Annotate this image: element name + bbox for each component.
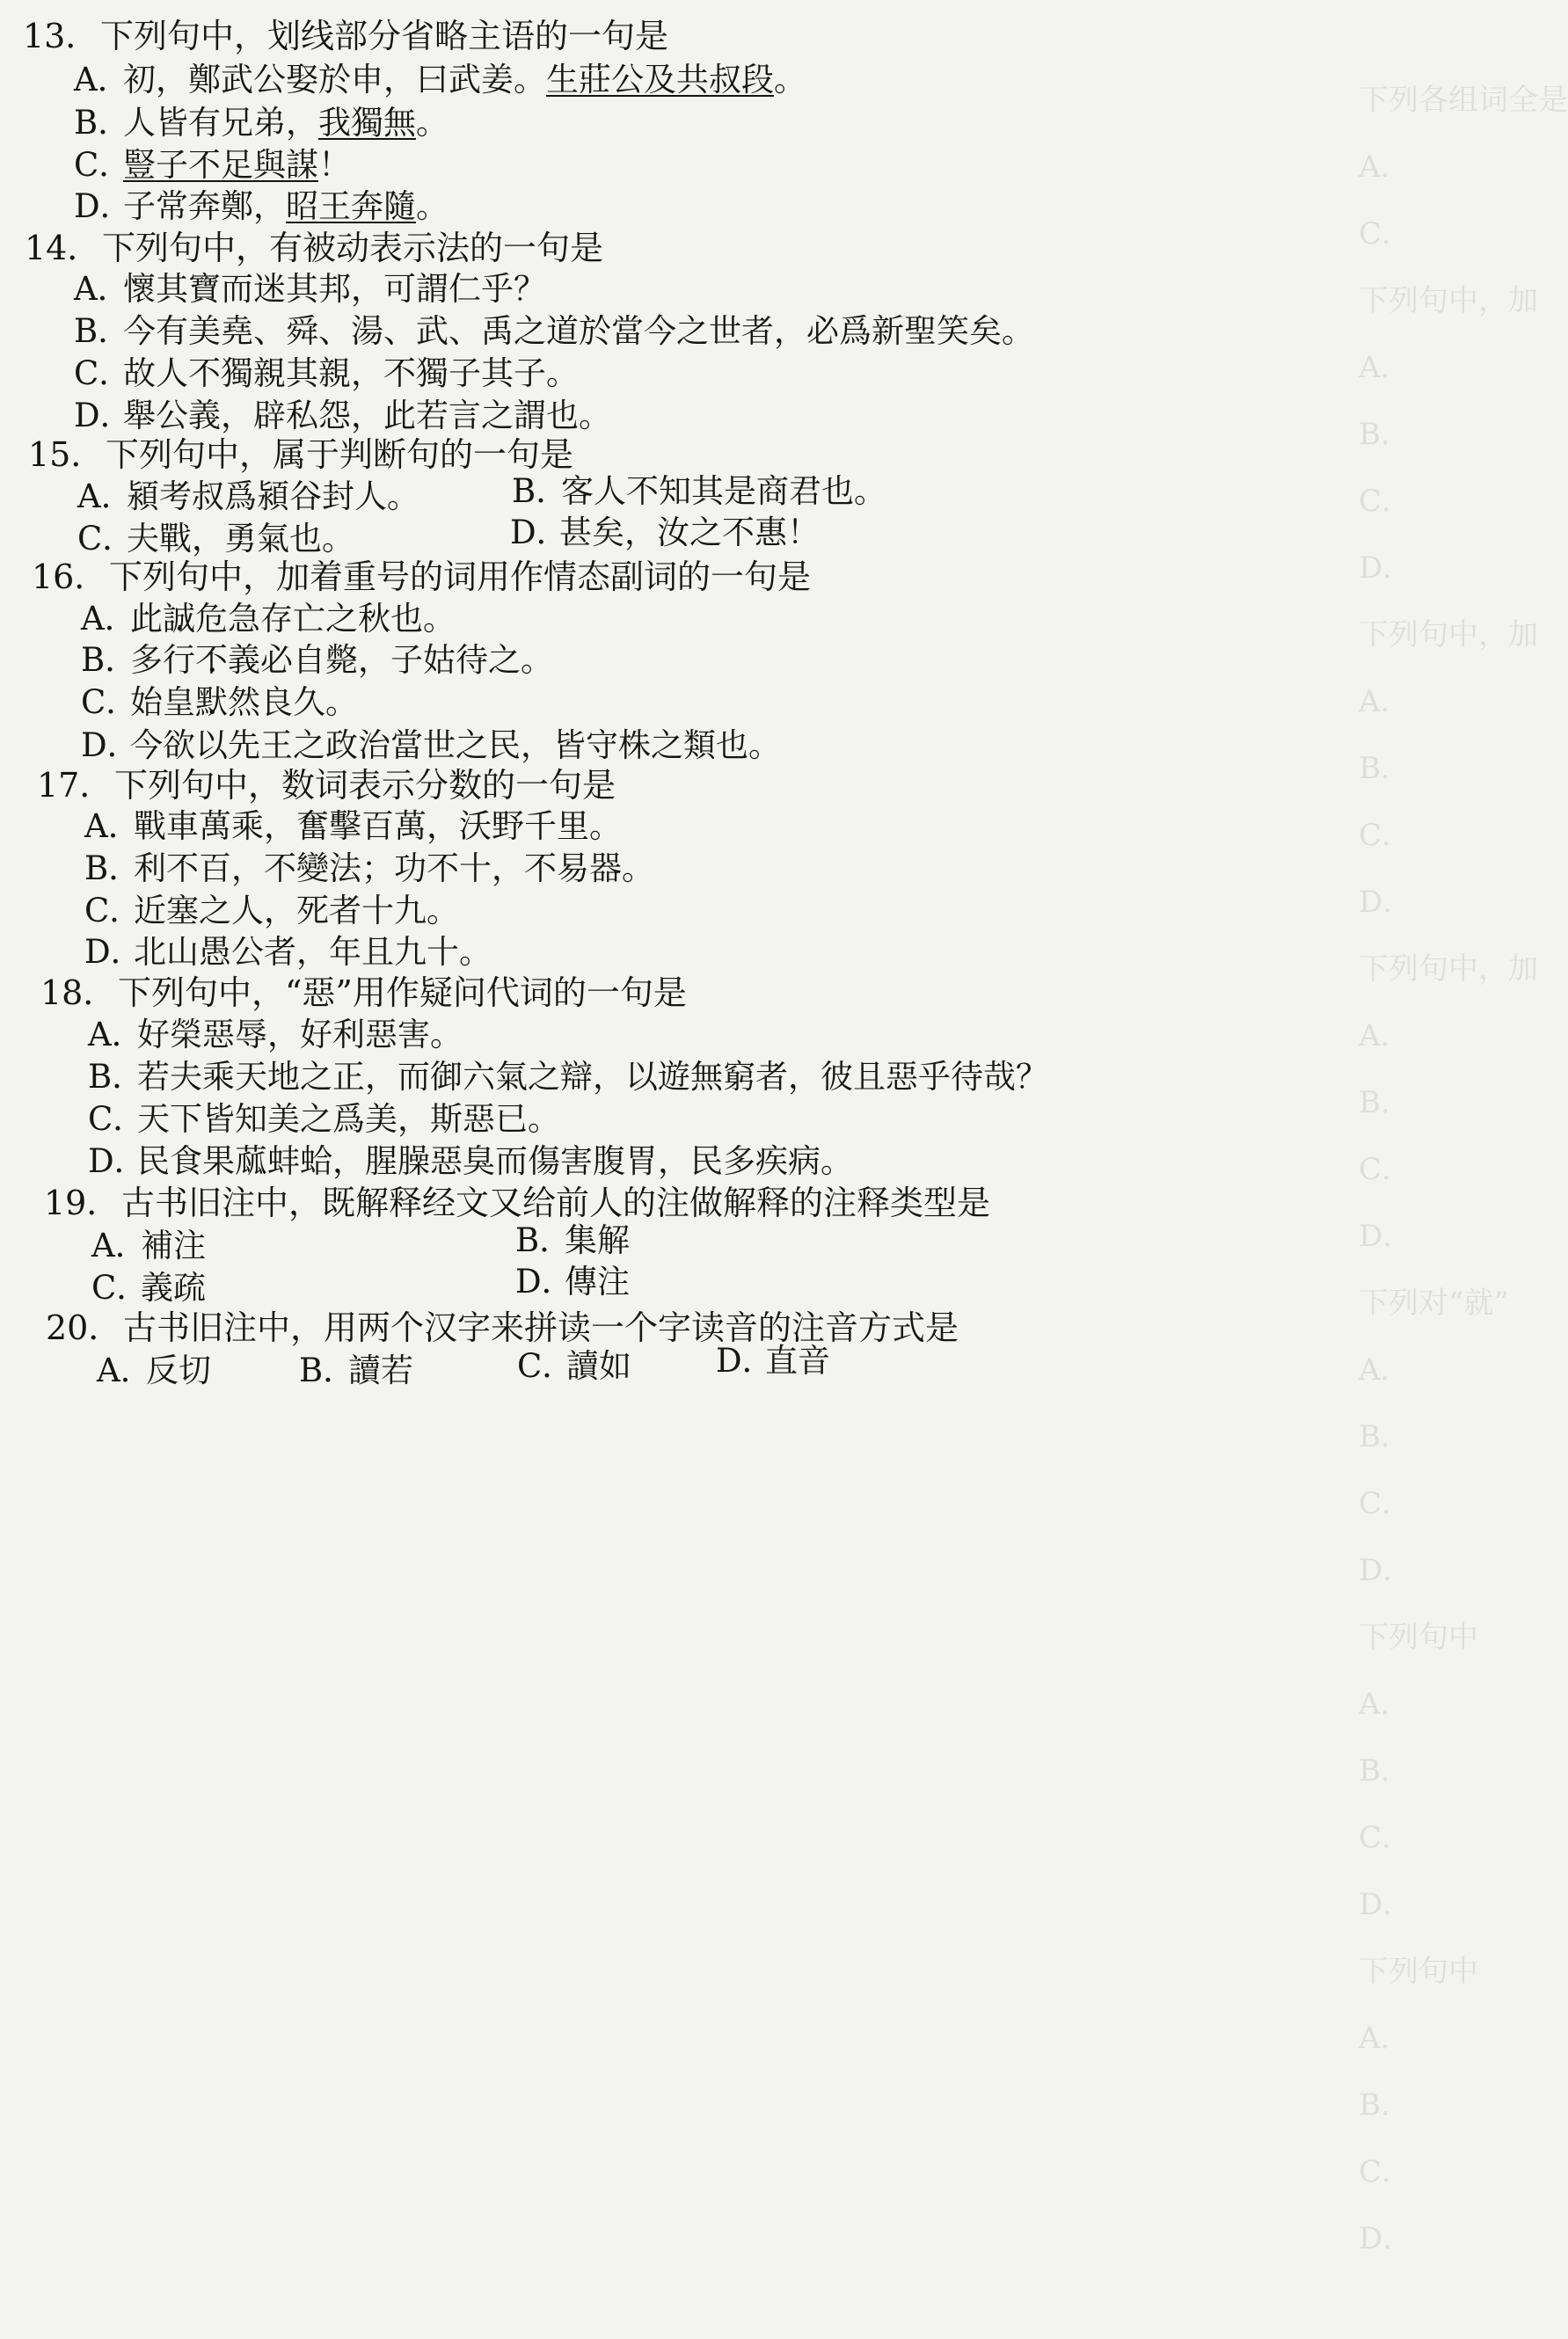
- option-text: 甚矣，汝之不惠！: [559, 514, 820, 551]
- option-text: 集解: [565, 1221, 630, 1259]
- option-text: 故人不獨親其親，不獨子其子。: [123, 354, 579, 392]
- option-text: 讀若: [348, 1352, 413, 1389]
- question-18-stem: [40, 973, 687, 1013]
- option-text: 直音: [765, 1342, 830, 1380]
- emphasized-word: 誠: [163, 600, 195, 638]
- question-15-option-b: [512, 471, 886, 512]
- option-letter: C．: [517, 1347, 575, 1385]
- option-letter: A．: [97, 1352, 153, 1389]
- option-text: 傳注: [565, 1263, 630, 1301]
- option-text-end: 義必自斃，子姑待之。: [228, 641, 553, 679]
- question-20-option-b: [299, 1351, 413, 1391]
- question-15-option-c: [77, 519, 354, 559]
- option-text: 子常奔鄭，: [123, 187, 286, 225]
- option-text: 義疏: [141, 1269, 206, 1307]
- emphasized-word: 默: [195, 683, 228, 721]
- question-15-option-d: [510, 513, 820, 553]
- option-letter: D．: [716, 1342, 775, 1380]
- question-number: 18．: [40, 973, 117, 1012]
- question-number: 13．: [23, 17, 99, 55]
- option-letter: C．: [77, 520, 135, 557]
- option-letter: C．: [88, 1100, 146, 1138]
- underlined-phrase: 我獨無: [318, 104, 416, 142]
- question-16-option-b: [81, 640, 553, 681]
- option-letter: D．: [81, 726, 140, 764]
- option-letter: D．: [74, 187, 133, 225]
- question-14-option-c: [74, 353, 579, 394]
- option-letter: A．: [77, 477, 134, 515]
- question-14-stem: [25, 228, 603, 268]
- question-16-option-d: [81, 725, 781, 766]
- emphasized-word: 不: [195, 641, 228, 679]
- option-text: 利不百，不變法；功不十，不易器。: [134, 849, 654, 887]
- option-letter: D．: [74, 397, 133, 434]
- question-stem-text: 古书旧注中，既解释经文又给前人的注做解释的注释类型是: [121, 1184, 991, 1222]
- option-letter: A．: [91, 1227, 148, 1264]
- option-text: 此: [130, 600, 163, 638]
- question-number: 16．: [32, 557, 108, 596]
- option-letter: C．: [91, 1269, 150, 1307]
- question-13-option-a: [74, 60, 806, 100]
- option-letter: A．: [74, 270, 130, 308]
- question-19-stem: [44, 1183, 990, 1223]
- question-20-option-a: [97, 1351, 211, 1391]
- question-stem-text: 下列句中，“惡”用作疑问代词的一句是: [118, 973, 687, 1012]
- question-16-option-a: [81, 599, 456, 639]
- option-letter: C．: [74, 354, 132, 392]
- option-text-end: 危急存亡之秋也。: [195, 600, 456, 638]
- question-19-option-a: [91, 1226, 206, 1266]
- option-text: 人皆有兄弟，: [123, 104, 318, 142]
- question-number: 15．: [28, 435, 105, 474]
- question-19-option-c: [91, 1268, 206, 1308]
- question-stem-text: 古书旧注中，用两个汉字来拼读一个字读音的注音方式是: [123, 1308, 959, 1347]
- option-letter: D．: [84, 933, 143, 971]
- question-14-option-b: [74, 311, 1034, 352]
- question-17-stem: [37, 765, 616, 805]
- option-letter: B．: [74, 312, 131, 350]
- question-15-option-a: [77, 477, 419, 517]
- option-letter: C．: [81, 683, 139, 721]
- option-text: 近塞之人，死者十九。: [134, 892, 459, 929]
- option-letter: B．: [74, 104, 131, 142]
- question-15-stem: [28, 434, 573, 475]
- question-20-option-c: [517, 1346, 631, 1387]
- question-17-option-c: [84, 891, 459, 931]
- question-13-option-b: [74, 103, 449, 143]
- option-letter: B．: [512, 472, 569, 510]
- option-text: 戰車萬乘，奮擊百萬，沃野千里。: [134, 807, 622, 845]
- question-20-option-d: [716, 1341, 830, 1381]
- underlined-phrase: 昭王奔隨: [286, 187, 416, 225]
- option-letter: A．: [88, 1016, 144, 1053]
- option-letter: D．: [515, 1263, 574, 1301]
- option-letter: C．: [74, 146, 132, 184]
- option-letter: B．: [84, 849, 142, 887]
- option-text: 客人不知其是商君也。: [561, 472, 886, 510]
- question-stem-text: 下列句中，划线部分省略主语的一句是: [100, 17, 669, 55]
- option-letter: D．: [88, 1142, 147, 1180]
- option-text: 民食果蓏蚌蛤，腥臊惡臭而傷害腹胃，民多疾病。: [137, 1142, 853, 1180]
- option-letter: C．: [84, 892, 142, 929]
- question-13-option-d: [74, 186, 449, 227]
- option-letter: B．: [88, 1058, 145, 1096]
- question-stem-text: 下列句中，属于判断句的一句是: [106, 435, 574, 474]
- underlined-phrase: 豎子不足與謀: [123, 146, 318, 184]
- question-17-option-b: [84, 849, 654, 889]
- option-text: 初，鄭武公娶於申，曰武姜。: [123, 61, 546, 98]
- question-18-option-a: [88, 1015, 463, 1055]
- question-stem-text: 下列句中，有被动表示法的一句是: [102, 229, 604, 267]
- option-letter: B．: [81, 641, 138, 679]
- option-letter: A．: [84, 807, 141, 845]
- option-letter: B．: [299, 1352, 356, 1389]
- question-14-option-a: [74, 269, 546, 310]
- question-16-stem: [32, 557, 811, 597]
- option-text: 多行: [130, 641, 195, 679]
- option-text: 潁考叔爲潁谷封人。: [127, 477, 419, 515]
- option-text: 讀如: [566, 1347, 631, 1385]
- option-text: 舉公義，辟私怨，此若言之謂也。: [123, 397, 611, 434]
- option-text-end: 。: [774, 61, 806, 98]
- question-18-option-c: [88, 1099, 560, 1140]
- question-17-option-d: [84, 932, 492, 973]
- option-text: 反切: [146, 1352, 211, 1389]
- option-text: 補注: [141, 1227, 206, 1264]
- question-number: 17．: [37, 766, 113, 805]
- option-text-end: ！: [318, 146, 351, 184]
- question-number: 20．: [46, 1308, 122, 1347]
- option-letter: A．: [74, 61, 130, 98]
- option-text: 好榮惡辱，好利惡害。: [137, 1016, 463, 1053]
- question-stem-text: 下列句中，加着重号的词用作情态副词的一句是: [109, 557, 812, 596]
- question-13-option-c: [74, 145, 351, 186]
- question-14-option-d: [74, 396, 611, 436]
- option-text: 今有美堯、舜、湯、武、禹之道於當今之世者，必爲新聖笑矣。: [123, 312, 1034, 350]
- bleed-through-text: 下列各组词全是 A． C． 下列句中，加 A． B． C． D． 下列句中，加 A． B． C． D． 下列句中，加 A． B． C． D． 下列对“就” A． B． C． D． 下列句中 A． B． C． D． 下列句中 A． B． C． D．: [1359, 83, 1568, 2256]
- underlined-phrase: 生莊公及共叔段: [546, 61, 774, 98]
- option-text: 夫戰，勇氣也。: [127, 520, 354, 557]
- question-19-option-d: [515, 1262, 630, 1302]
- question-stem-text: 下列句中，数词表示分数的一句是: [114, 766, 616, 805]
- option-text-end: 。: [416, 104, 449, 142]
- option-text: 天下皆知美之爲美，斯惡已。: [137, 1100, 560, 1138]
- question-18-option-b: [88, 1057, 1048, 1097]
- question-19-option-b: [515, 1221, 630, 1261]
- option-text-end: 然良久。: [228, 683, 358, 721]
- question-number: 14．: [25, 229, 101, 267]
- question-16-option-c: [81, 682, 358, 723]
- question-18-option-d: [88, 1141, 853, 1182]
- option-letter: B．: [515, 1221, 573, 1259]
- option-text: 北山愚公者，年且九十。: [134, 933, 492, 971]
- option-letter: A．: [81, 600, 137, 638]
- question-17-option-a: [84, 806, 622, 847]
- question-number: 19．: [44, 1184, 120, 1222]
- option-text: 懷其寶而迷其邦，可謂仁乎？: [123, 270, 546, 308]
- question-13-stem: [23, 16, 668, 56]
- option-letter: D．: [510, 514, 569, 551]
- option-text-end: 。: [416, 187, 449, 225]
- option-text: 今欲以先王之政治當世之民，皆守株之類也。: [130, 726, 781, 764]
- option-text: 始皇: [130, 683, 195, 721]
- option-text: 若夫乘天地之正，而御六氣之辯，以遊無窮者，彼且惡乎待哉？: [137, 1058, 1048, 1096]
